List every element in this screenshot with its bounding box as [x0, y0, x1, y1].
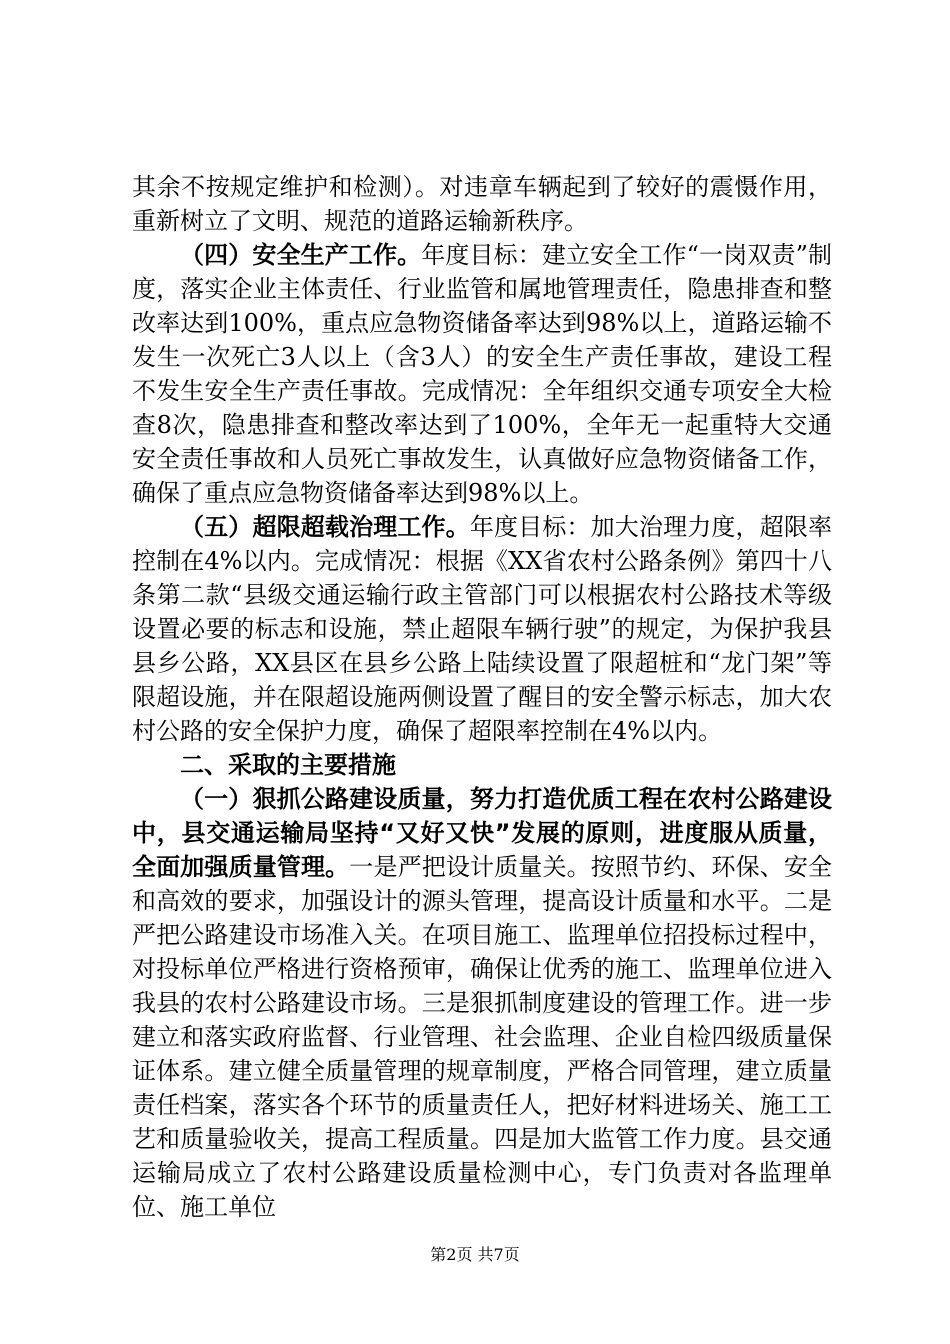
document-body [132, 170, 832, 1224]
paragraph-text: 其余不按规定维护和检测）。对违章车辆起到了较好的震慑作用，重新树立了文明、规范的道路运输新秩序。 [132, 173, 832, 235]
paragraph-continuation [132, 170, 832, 238]
paragraph-safety-production [132, 238, 832, 510]
paragraph-lead: （一）狠抓公路建设质量，努力打造优质工程在农村公路建设中，县交通运输局坚持“又好又快”发展的原则，进度服从质量，全面加强质量管理。 [132, 785, 832, 881]
section-heading: 二、采取的主要措施 [180, 751, 396, 779]
paragraph-overload-control [132, 510, 832, 748]
paragraph-text: 一是严把设计质量关。按照节约、环保、安全和高效的要求，加强设计的源头管理，提高设计质量和水平。二是严把公路建设市场准入关。在项目施工、监理单位招投标过程中，对投标单位严格进行资格预审，确保让优秀的施工、监理单位进入我县的农村公路建设市场。三是狠抓制度建设的管理工作。进一步建立和落实政府监督、行业管理、社会监理、企业自检四级质量保证体系。建立健全质量管理的规章制度，严格合同管理，建立质量责任档案，落实各个环节的质量责任人，把好材料进场关、施工工艺和质量验收关，提高工程质量。四是加大监管工作力度。县交通运输局成立了农村公路建设质量检测中心，专门负责对各监理单位、施工单位 [132, 853, 833, 1221]
page-footer [0, 1244, 950, 1266]
paragraph-lead: （五）超限超载治理工作。 [180, 513, 470, 541]
paragraph-lead: （四）安全生产工作。 [180, 241, 422, 269]
paragraph-text: 年度目标：建立安全工作“一岗双责”制度，落实企业主体责任、行业监管和属地管理责任，隐患排查和整改率达到100%，重点应急物资储备率达到98%以上，道路运输不发生一次死亡3人以上（含3人）的安全生产责任事故，建设工程不发生安全生产责任事故。完成情况：全年组织交通专项安全大检查8次，隐患排查和整改率达到了100%，全年无一起重特大交通安全责任事故和人员死亡事故发生，认真做好应急物资储备工作，确保了重点应急物资储备率达到98%以上。 [132, 241, 832, 507]
paragraph-text: 年度目标：加大治理力度，超限率控制在4%以内。完成情况：根据《XX省农村公路条例》第四十八条第二款“县级交通运输行政主管部门可以根据农村公路技术等级设置必要的标志和设施，禁止超限车辆行驶”的规定，为保护我县县乡公路，XX县区在县乡公路上陆续设置了限超桩和“龙门架”等限超设施，并在限超设施两侧设置了醒目的安全警示标志，加大农村公路的安全保护力度，确保了超限率控制在4%以内。 [132, 513, 833, 745]
paragraph-road-quality [132, 782, 832, 1224]
page-number: 第2页 共7页 [430, 1245, 520, 1264]
